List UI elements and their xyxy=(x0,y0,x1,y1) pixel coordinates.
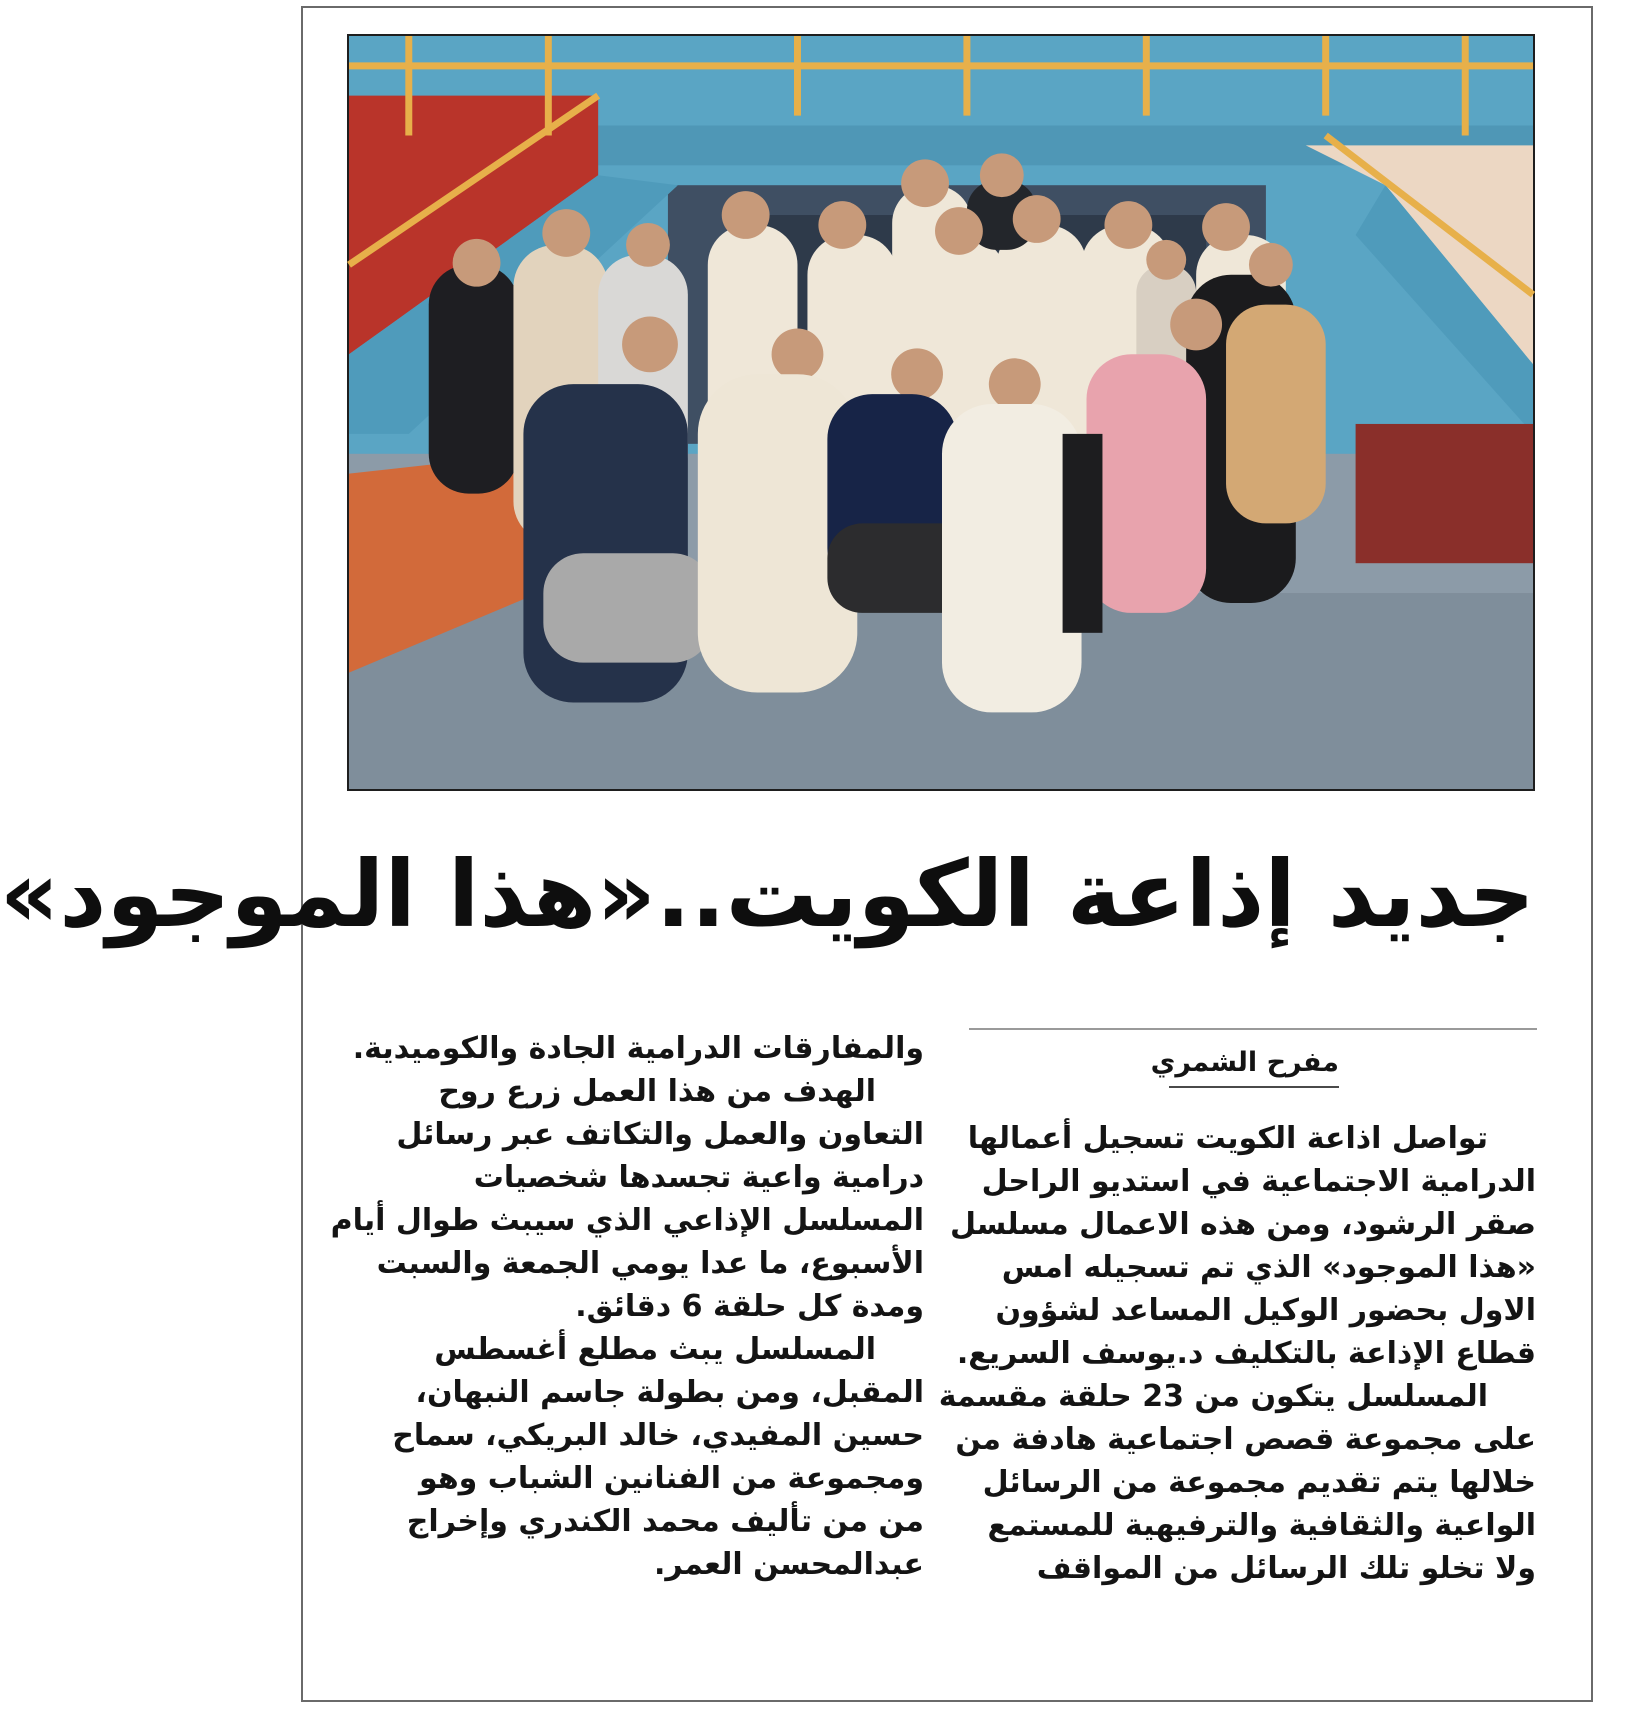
text-line: الاول بحضور الوكيل المساعد لشؤون xyxy=(995,1293,1536,1328)
headline: جديد إذاعة الكويت..«هذا الموجود» xyxy=(0,841,1535,948)
text-line: ولا تخلو تلك الرسائل من المواقف xyxy=(1036,1551,1536,1586)
text-line: المسلسل يبث مطلع أغسطس xyxy=(434,1332,876,1367)
text-line: قطاع الإذاعة بالتكليف د.يوسف السريع. xyxy=(956,1336,1536,1371)
text-line: حسين المفيدي، خالد البريكي، سماح xyxy=(392,1418,924,1453)
text-line: تواصل اذاعة الكويت تسجيل أعمالها xyxy=(967,1121,1488,1156)
text-line: المسلسل يتكون من 23 حلقة مقسمة xyxy=(938,1379,1488,1414)
article-column-right xyxy=(938,1117,1536,1590)
text-line: ومجموعة من الفنانين الشباب وهو xyxy=(419,1461,924,1496)
text-line: الأسبوع، ما عدا يومي الجمعة والسبت xyxy=(376,1246,924,1281)
byline-rule xyxy=(969,1028,1537,1030)
text-line: الدرامية الاجتماعية في استديو الراحل xyxy=(981,1164,1536,1199)
text-line: خلالها يتم تقديم مجموعة من الرسائل xyxy=(982,1465,1536,1500)
text-line: الواعية والثقافية والترفيهية للمستمع xyxy=(987,1508,1536,1543)
text-line: المسلسل الإذاعي الذي سيبث طوال أيام xyxy=(330,1203,924,1238)
text-line: من من تأليف محمد الكندري وإخراج xyxy=(406,1504,924,1539)
text-line: على مجموعة قصص اجتماعية هادفة من xyxy=(955,1422,1536,1457)
group-photo xyxy=(347,34,1535,791)
text-line: الهدف من هذا العمل زرع روح xyxy=(438,1074,876,1109)
text-line: درامية واعية تجسدها شخصيات xyxy=(473,1160,924,1195)
byline: مفرح الشمري xyxy=(1169,1038,1339,1088)
text-line: صقر الرشود، ومن هذه الاعمال مسلسل xyxy=(949,1207,1536,1242)
text-line: التعاون والعمل والتكاتف عبر رسائل xyxy=(396,1117,924,1152)
text-line: ومدة كل حلقة 6 دقائق. xyxy=(575,1289,924,1324)
text-line: «هذا الموجود» الذي تم تسجيله امس xyxy=(1001,1250,1536,1285)
group-photo-image xyxy=(349,36,1533,789)
text-line: المقبل، ومن بطولة جاسم النبهان، xyxy=(415,1375,924,1410)
text-line: عبدالمحسن العمر. xyxy=(654,1547,924,1582)
article-column-left xyxy=(330,1027,924,1586)
text-line: والمفارقات الدرامية الجادة والكوميدية. xyxy=(352,1031,924,1066)
